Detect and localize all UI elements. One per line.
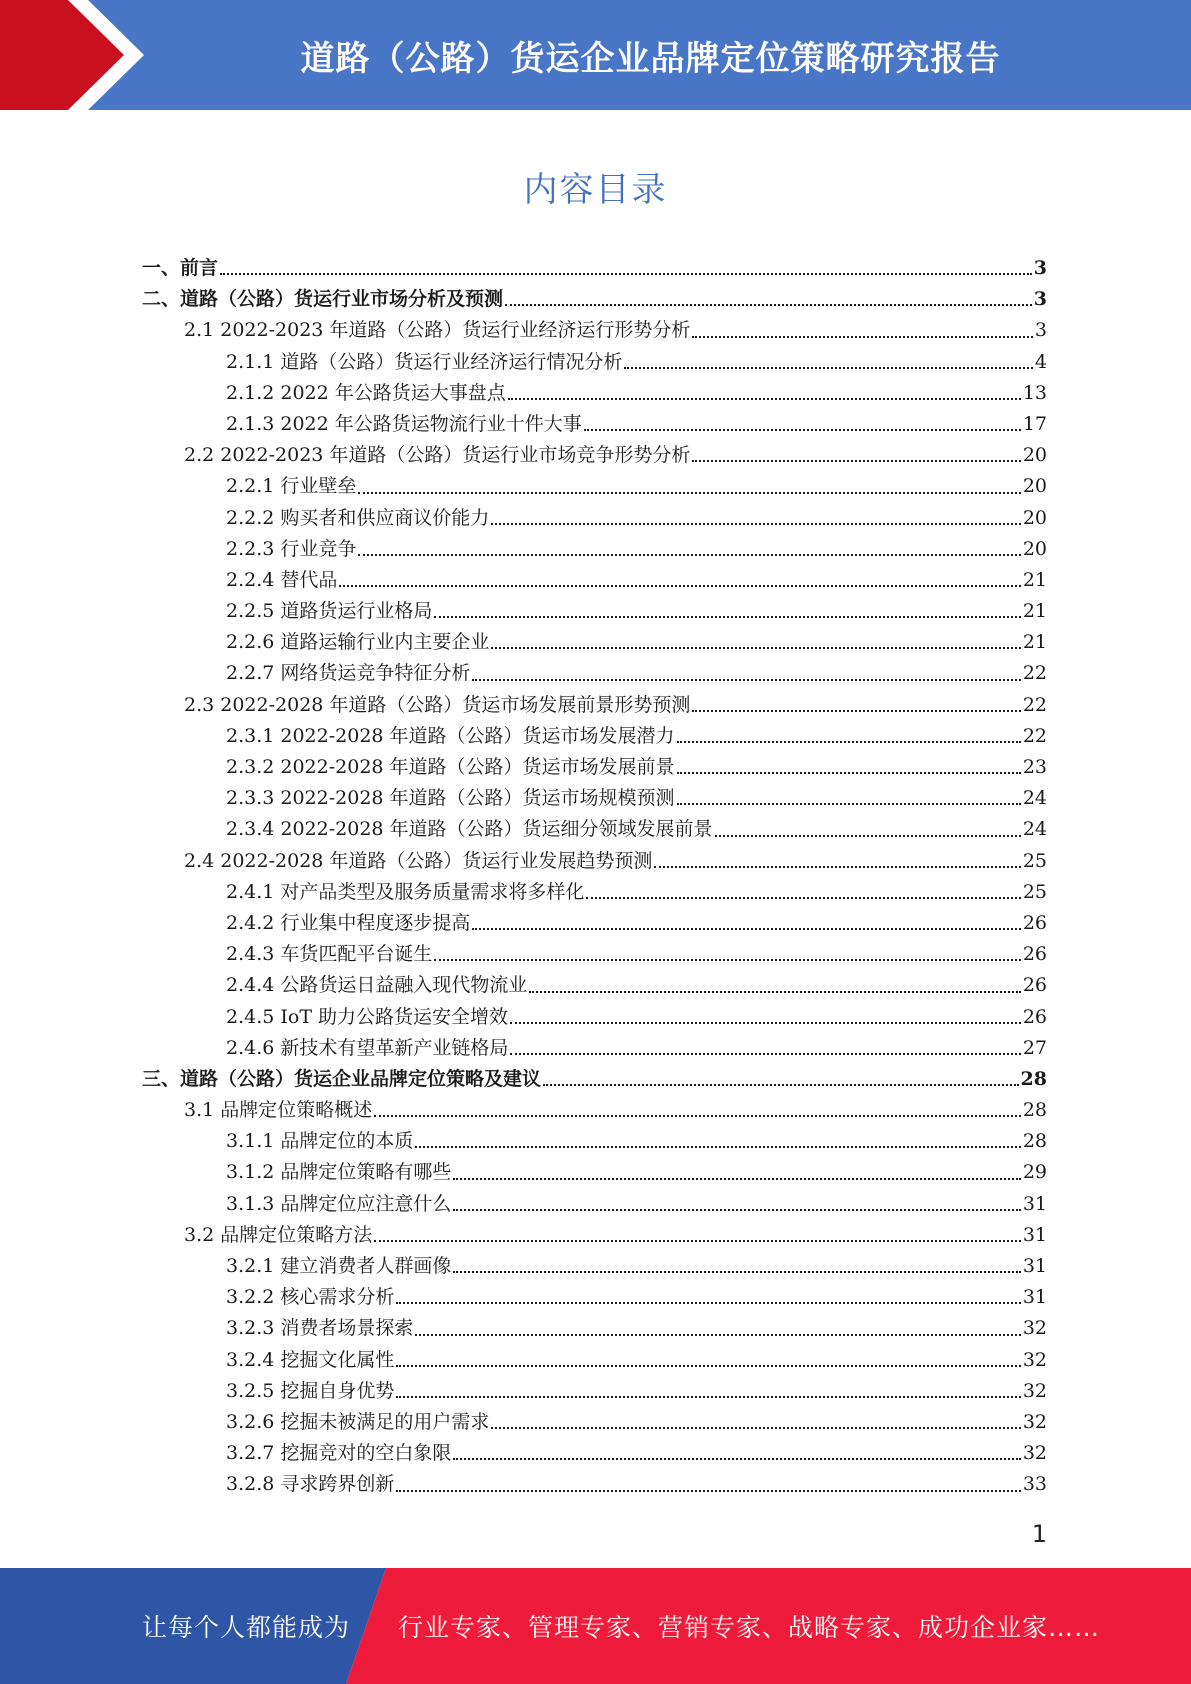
toc-dot-leader <box>396 1490 1020 1492</box>
toc-entry-page: 31 <box>1022 1192 1047 1215</box>
toc-dot-leader <box>677 741 1021 743</box>
toc-entry-page: 33 <box>1022 1473 1047 1496</box>
toc-dot-leader <box>453 1209 1020 1211</box>
toc-entry-title: 3.2.3 消费者场景探索 <box>226 1317 414 1340</box>
toc-entry-title: 2.3.3 2022-2028 年道路（公路）货运市场规模预测 <box>226 787 675 810</box>
toc-dot-leader <box>358 492 1020 494</box>
toc-entry[interactable] <box>142 1376 1047 1407</box>
toc-entry-title: 3.1.1 品牌定位的本质 <box>226 1130 414 1153</box>
toc-entry[interactable] <box>142 721 1047 752</box>
toc-entry[interactable] <box>142 471 1047 502</box>
toc-entry-page: 31 <box>1022 1223 1047 1246</box>
toc-dot-leader <box>434 616 1020 618</box>
toc-entry-page: 3 <box>1033 257 1047 279</box>
toc-entry[interactable] <box>142 315 1047 346</box>
toc-entry-title: 2.2.5 道路货运行业格局 <box>226 600 433 623</box>
toc-dot-leader <box>692 710 1020 712</box>
toc-entry-page: 21 <box>1022 568 1047 591</box>
toc-entry-page: 21 <box>1022 600 1047 623</box>
toc-entry[interactable] <box>142 1157 1047 1188</box>
toc-entry-page: 32 <box>1022 1410 1047 1433</box>
toc-entry-page: 20 <box>1022 537 1047 560</box>
toc-dot-leader <box>529 991 1020 993</box>
toc-entry-title: 2.3 2022-2028 年道路（公路）货运市场发展前景形势预测 <box>184 693 691 716</box>
toc-dot-leader <box>220 273 1032 275</box>
toc-entry[interactable] <box>142 1313 1047 1344</box>
toc-entry-page: 32 <box>1022 1348 1047 1371</box>
toc-entry-page: 17 <box>1022 412 1047 435</box>
toc-entry-title: 3.2.1 建立消费者人群画像 <box>226 1255 452 1277</box>
toc-entry-title: 2.2.6 道路运输行业内主要企业 <box>226 631 490 654</box>
toc-entry-title: 2.1.2 2022 年公路货运大事盘点 <box>226 381 506 404</box>
toc-entry[interactable] <box>142 846 1047 877</box>
toc-entry-page: 24 <box>1022 787 1047 810</box>
page-number: 1 <box>1031 1520 1047 1548</box>
toc-entry-page: 21 <box>1022 631 1047 654</box>
toc-dot-leader <box>374 1115 1021 1117</box>
toc-dot-leader <box>692 460 1020 462</box>
toc-entry-page: 20 <box>1022 506 1047 529</box>
toc-entry-title: 2.1.3 2022 年公路货运物流行业十件大事 <box>226 412 582 435</box>
toc-dot-leader <box>692 336 1032 338</box>
header-banner <box>0 0 1191 110</box>
toc-entry-title: 2.4.3 车货匹配平台诞生 <box>226 943 433 966</box>
footer-slogan-right: 行业专家、管理专家、营销专家、战略专家、成功企业家…… <box>398 1613 1101 1642</box>
toc-entry[interactable] <box>142 690 1047 721</box>
toc-entry-title: 2.3.1 2022-2028 年道路（公路）货运市场发展潜力 <box>226 724 675 747</box>
toc-dot-leader <box>453 1178 1020 1180</box>
toc-list <box>142 253 1047 1501</box>
toc-entry[interactable] <box>142 440 1047 471</box>
toc-entry-title: 2.4.4 公路货运日益融入现代物流业 <box>226 974 528 997</box>
toc-dot-leader <box>453 1458 1020 1460</box>
toc-dot-leader <box>586 897 1020 899</box>
toc-entry-page: 26 <box>1022 974 1047 997</box>
toc-entry[interactable] <box>142 253 1047 284</box>
toc-dot-leader <box>415 1334 1020 1336</box>
toc-entry[interactable] <box>142 1002 1047 1033</box>
toc-entry-title: 3.2.2 核心需求分析 <box>226 1286 395 1309</box>
toc-entry[interactable] <box>142 347 1047 378</box>
toc-entry[interactable] <box>142 1126 1047 1157</box>
toc-entry[interactable] <box>142 284 1047 315</box>
toc-title: 内容目录 <box>523 170 668 210</box>
toc-dot-leader <box>677 772 1021 774</box>
toc-entry[interactable] <box>142 783 1047 814</box>
toc-entry-page: 22 <box>1022 724 1047 747</box>
toc-dot-leader <box>396 1365 1020 1367</box>
toc-entry-title: 一、前言 <box>142 257 219 279</box>
toc-entry[interactable] <box>142 908 1047 939</box>
toc-entry-title: 3.2.7 挖掘竞对的空白象限 <box>226 1442 452 1465</box>
toc-entry-page: 25 <box>1022 880 1047 903</box>
report-title: 道路（公路）货运企业品牌定位策略研究报告 <box>300 38 1001 79</box>
toc-entry[interactable] <box>142 658 1047 689</box>
toc-entry[interactable] <box>142 596 1047 627</box>
toc-entry-page: 28 <box>1020 1067 1047 1090</box>
toc-entry-title: 3.2.5 挖掘自身优势 <box>226 1379 395 1402</box>
toc-entry[interactable] <box>142 1033 1047 1064</box>
toc-dot-leader <box>491 523 1020 525</box>
footer-slogan-left: 让每个人都能成为 <box>142 1613 351 1642</box>
toc-entry[interactable] <box>142 409 1047 440</box>
toc-entry[interactable] <box>142 939 1047 970</box>
toc-dot-leader <box>415 1146 1020 1148</box>
toc-dot-leader <box>339 585 1020 587</box>
toc-entry-title: 3.1.2 品牌定位策略有哪些 <box>226 1161 452 1184</box>
toc-entry-title: 2.3.2 2022-2028 年道路（公路）货运市场发展前景 <box>226 756 675 778</box>
toc-entry-title: 2.2.4 替代品 <box>226 568 338 591</box>
toc-entry-page: 4 <box>1034 350 1047 373</box>
toc-entry-title: 三、道路（公路）货运企业品牌定位策略及建议 <box>142 1067 542 1090</box>
toc-entry-page: 32 <box>1022 1379 1047 1402</box>
toc-dot-leader <box>396 1302 1020 1304</box>
toc-entry-page: 26 <box>1022 943 1047 966</box>
toc-entry-page: 25 <box>1022 849 1047 872</box>
toc-entry[interactable] <box>142 534 1047 565</box>
toc-entry-page: 26 <box>1022 1005 1047 1028</box>
toc-entry-title: 2.4.1 对产品类型及服务质量需求将多样化 <box>226 880 585 903</box>
toc-entry-page: 29 <box>1022 1161 1047 1184</box>
toc-entry-title: 2.2.3 行业竞争 <box>226 537 357 560</box>
toc-entry[interactable] <box>142 814 1047 845</box>
toc-dot-leader <box>584 429 1021 431</box>
toc-dot-leader <box>453 1271 1020 1273</box>
footer-banner <box>0 1568 1191 1684</box>
toc-entry-page: 27 <box>1022 1036 1047 1059</box>
toc-entry[interactable] <box>142 1064 1047 1095</box>
toc-entry-title: 二、道路（公路）货运行业市场分析及预测 <box>142 288 504 311</box>
toc-entry-page: 20 <box>1022 444 1047 467</box>
toc-entry-title: 2.2.2 购买者和供应商议价能力 <box>226 506 490 529</box>
toc-dot-leader <box>510 1053 1020 1055</box>
toc-entry-title: 2.1.1 道路（公路）货运行业经济运行情况分析 <box>226 350 623 373</box>
toc-entry-title: 2.1 2022-2023 年道路（公路）货运行业经济运行形势分析 <box>184 319 691 342</box>
toc-entry-title: 2.2 2022-2023 年道路（公路）货运行业市场竞争形势分析 <box>184 444 691 467</box>
toc-entry[interactable] <box>142 565 1047 596</box>
toc-entry-page: 31 <box>1022 1255 1047 1277</box>
toc-entry-title: 3.2.8 寻求跨界创新 <box>226 1473 395 1496</box>
toc-entry-page: 3 <box>1033 288 1047 311</box>
toc-dot-leader <box>434 959 1020 961</box>
toc-dot-leader <box>491 1427 1020 1429</box>
toc-entry-page: 13 <box>1022 381 1047 404</box>
toc-entry[interactable] <box>142 503 1047 534</box>
toc-entry-title: 2.2.1 行业壁垒 <box>226 475 357 498</box>
toc-entry-page: 28 <box>1022 1099 1047 1122</box>
toc-dot-leader <box>677 803 1021 805</box>
toc-entry-page: 22 <box>1022 662 1047 685</box>
toc-entry-page: 32 <box>1022 1442 1047 1465</box>
toc-dot-leader <box>715 835 1021 837</box>
toc-entry-title: 3.2.6 挖掘未被满足的用户需求 <box>226 1410 490 1433</box>
toc-entry-page: 26 <box>1022 911 1047 934</box>
toc-dot-leader <box>505 304 1032 306</box>
toc-entry-title: 2.4.6 新技术有望革新产业链格局 <box>226 1036 509 1059</box>
toc-entry-title: 3.2 品牌定位策略方法 <box>184 1223 373 1246</box>
toc-dot-leader <box>508 398 1021 400</box>
toc-dot-leader <box>543 1084 1019 1086</box>
toc-entry-title: 3.1 品牌定位策略概述 <box>184 1099 373 1122</box>
toc-entry[interactable] <box>142 1282 1047 1313</box>
toc-dot-leader <box>491 647 1020 649</box>
toc-dot-leader <box>472 928 1020 930</box>
toc-entry[interactable] <box>142 627 1047 658</box>
toc-entry[interactable] <box>142 1407 1047 1438</box>
toc-entry-page: 22 <box>1022 693 1047 716</box>
toc-dot-leader <box>654 866 1020 868</box>
toc-entry-title: 2.4.2 行业集中程度逐步提高 <box>226 911 471 934</box>
toc-entry-title: 2.4.5 IoT 助力公路货运安全增效 <box>226 1005 509 1028</box>
toc-entry[interactable] <box>142 1251 1047 1282</box>
toc-entry-title: 3.2.4 挖掘文化属性 <box>226 1348 395 1371</box>
toc-dot-leader <box>472 679 1020 681</box>
toc-entry[interactable] <box>142 1189 1047 1220</box>
toc-dot-leader <box>374 1240 1021 1242</box>
toc-entry-page: 32 <box>1022 1317 1047 1340</box>
toc-dot-leader <box>510 1022 1021 1024</box>
toc-entry-page: 3 <box>1034 319 1047 342</box>
toc-entry-page: 31 <box>1022 1286 1047 1309</box>
toc-entry[interactable] <box>142 1095 1047 1126</box>
toc-entry-title: 2.2.7 网络货运竞争特征分析 <box>226 662 471 685</box>
toc-entry[interactable] <box>142 877 1047 908</box>
toc-entry-page: 28 <box>1022 1130 1047 1153</box>
toc-entry-page: 24 <box>1022 818 1047 841</box>
toc-entry-title: 3.1.3 品牌定位应注意什么 <box>226 1192 452 1215</box>
toc-entry-title: 2.4 2022-2028 年道路（公路）货运行业发展趋势预测 <box>184 849 653 872</box>
toc-entry-page: 20 <box>1022 475 1047 498</box>
toc-entry[interactable] <box>142 1469 1047 1500</box>
toc-dot-leader <box>358 554 1020 556</box>
toc-entry[interactable] <box>142 1345 1047 1376</box>
toc-entry[interactable] <box>142 1220 1047 1251</box>
toc-dot-leader <box>624 367 1033 369</box>
toc-entry-title: 2.3.4 2022-2028 年道路（公路）货运细分领域发展前景 <box>226 818 713 841</box>
toc-entry-page: 23 <box>1022 756 1047 778</box>
toc-entry[interactable] <box>142 378 1047 409</box>
toc-entry[interactable] <box>142 752 1047 783</box>
toc-entry[interactable] <box>142 970 1047 1001</box>
toc-dot-leader <box>396 1396 1020 1398</box>
toc-entry[interactable] <box>142 1438 1047 1469</box>
